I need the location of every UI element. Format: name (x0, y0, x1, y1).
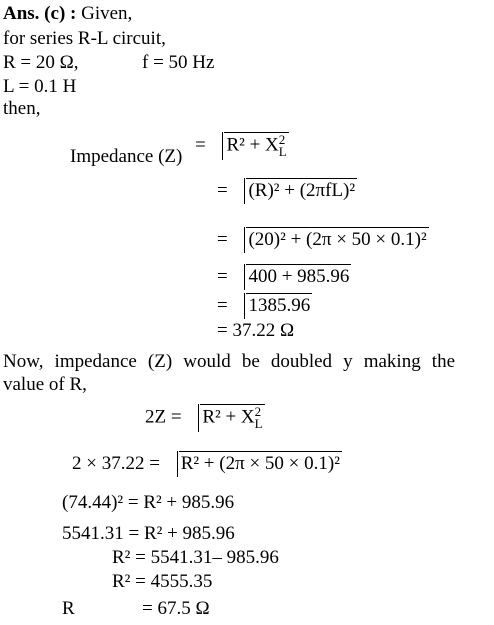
given-r: R = 20 Ω, (3, 52, 79, 73)
lhs-text: 2 × 37.22 = (72, 453, 160, 474)
radicand-text: (R)² + (2πfL)² (248, 180, 356, 201)
doubled-eq3: (74.44)² = R² + 985.96 (62, 492, 235, 513)
impedance-eq5: = 1385.96 (217, 295, 311, 316)
radicand-text: 400 + 985.96 (248, 266, 350, 287)
impedance-eq3: = (20)² + (2π × 50 × 0.1)² (217, 229, 427, 250)
doubled-eq2 (72, 451, 342, 475)
impedance-eq1 (195, 132, 289, 158)
lhs-text: 2Z = (145, 406, 182, 428)
sqrt-radical (232, 264, 351, 288)
sqrt-radical (210, 132, 288, 158)
doubled-eq4: 5541.31 = R² + 985.96 (62, 523, 235, 544)
impedance-label: Impedance (Z) (70, 146, 183, 167)
xl-sup: 2 (254, 404, 262, 419)
sqrt-radical (232, 227, 428, 251)
radicand-text: R² + X (202, 406, 255, 428)
xl-sup: 2 (278, 132, 286, 147)
doubled-eq7-lhs: R (62, 598, 75, 619)
sqrt-radical (232, 293, 312, 317)
sqrt-radical (232, 178, 357, 202)
doubled-eq1 (145, 404, 265, 430)
doubled-eq7-rhs: = 67.5 Ω (142, 598, 210, 619)
answer-heading (3, 3, 132, 25)
given-l: L = 0.1 H (3, 76, 77, 97)
impedance-eq2: = (R)² + (2πfL)² (217, 180, 356, 201)
given-circuit-line: for series R-L circuit, (3, 28, 166, 49)
now-line2: value of R, (3, 374, 87, 395)
impedance-eq4: = 400 + 985.96 (217, 266, 350, 287)
given-f: f = 50 Hz (142, 52, 215, 73)
impedance-eq6: = 37.22 Ω (217, 320, 295, 341)
equals-sign: = (195, 134, 206, 156)
xl-sub: L (278, 144, 287, 159)
radicand-text: 1385.96 (248, 295, 311, 316)
sqrt-radical (165, 451, 342, 475)
radicand-text: R² + X (226, 134, 279, 156)
xl-scripts (279, 134, 287, 158)
doubled-eq5: R² = 5541.31– 985.96 (112, 547, 279, 568)
radicand-text: (20)² + (2π × 50 × 0.1)² (248, 229, 427, 250)
sqrt-radical (186, 404, 264, 430)
answer-text: Given, (76, 3, 133, 24)
now-line1: Now, impedance (Z) would be doubled y making the (3, 351, 455, 372)
xl-sub: L (254, 416, 263, 431)
radicand-text: R² + (2π × 50 × 0.1)² (180, 453, 340, 474)
then-text: then, (3, 98, 41, 119)
answer-label: Ans. (c) : (3, 3, 77, 24)
doubled-eq6: R² = 4555.35 (112, 571, 213, 592)
xl-scripts (255, 406, 263, 430)
